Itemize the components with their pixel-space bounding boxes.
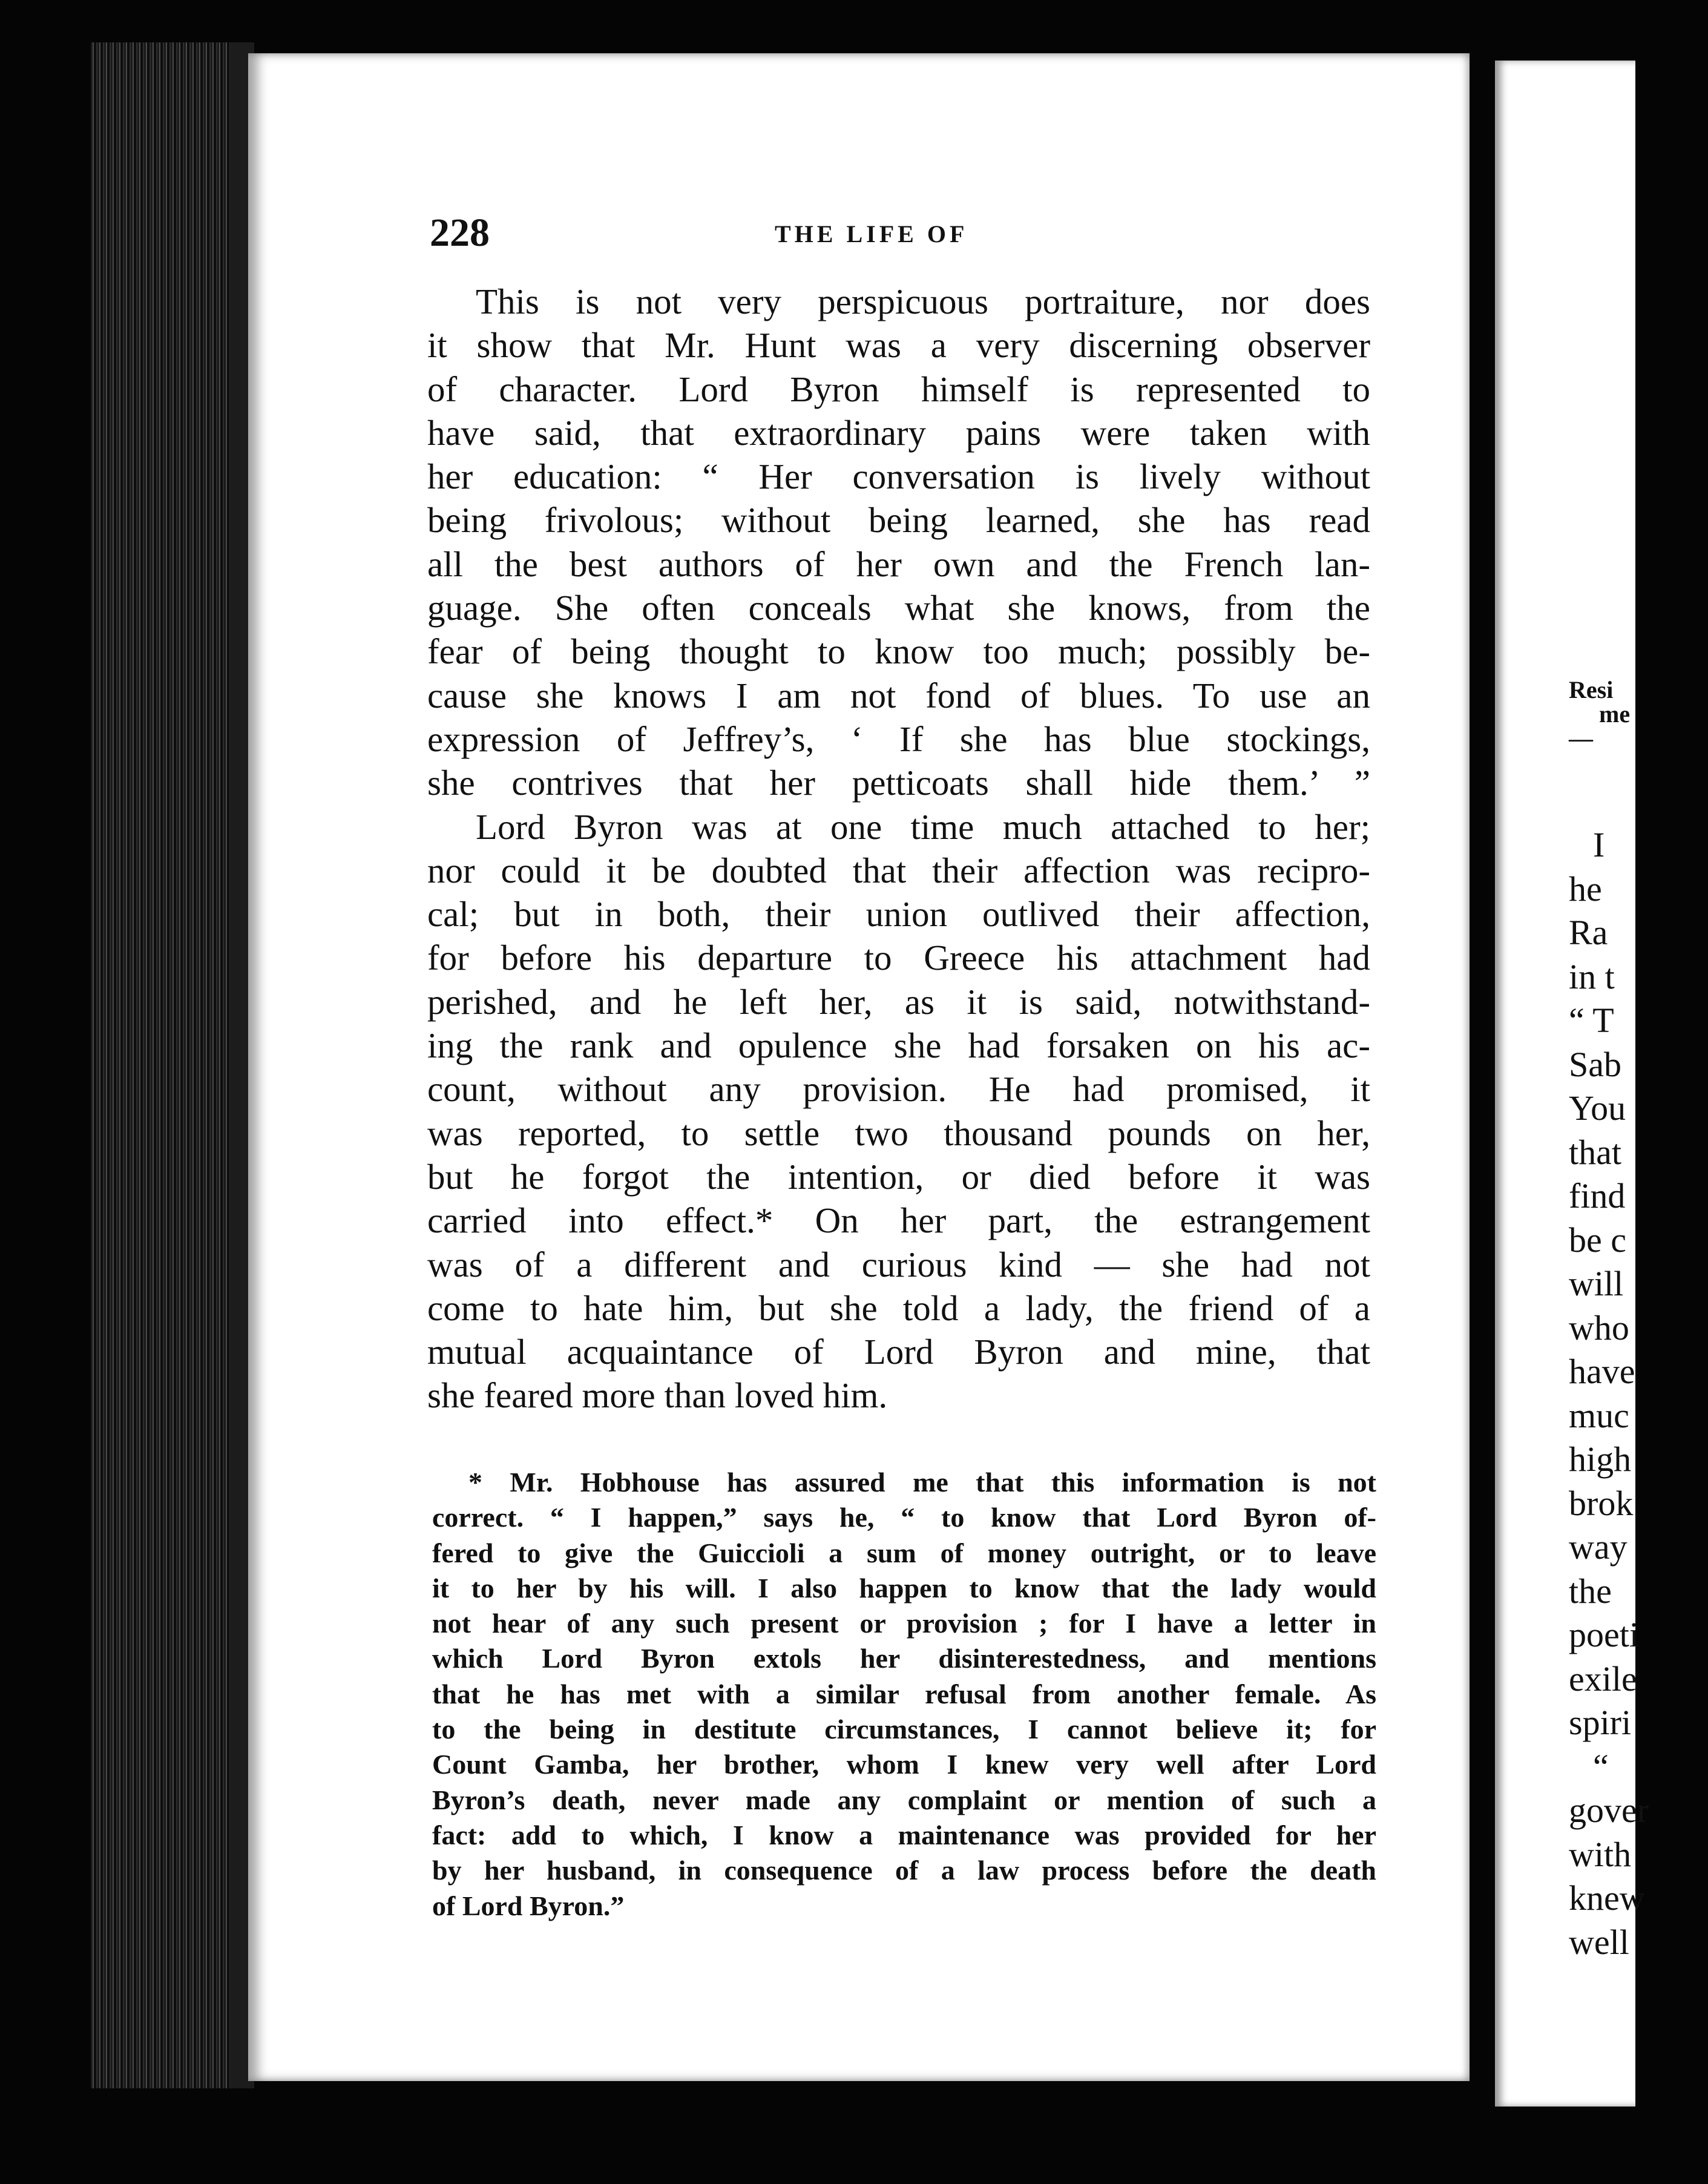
- facing-line-fragment: high: [1569, 1439, 1632, 1479]
- footnote-line: * Mr. Hobhouse has assured me that this information is not: [468, 1467, 1376, 1498]
- facing-line-fragment: poeti: [1569, 1615, 1639, 1654]
- body-line: her education: “ Her conversation is lively without: [427, 456, 1370, 497]
- facing-lines: [1569, 823, 1708, 1964]
- facing-line-fragment: “: [1593, 1746, 1609, 1786]
- body-line: of character. Lord Byron himself is represented to: [427, 369, 1370, 409]
- footnote-line: that he has met with a similar refusal from another female. As: [432, 1678, 1376, 1709]
- page-number: 228: [430, 211, 490, 255]
- body-line: for before his departure to Greece his attachment had: [427, 938, 1370, 978]
- body-line: nor could it be doubted that their affection was recipro-: [427, 850, 1370, 890]
- facing-heading-fragment: —: [1569, 725, 1593, 752]
- body-line: ing the rank and opulence she had forsaken on his ac-: [427, 1025, 1370, 1066]
- body-line: she feared more than loved him.: [427, 1375, 888, 1416]
- facing-line-fragment: with: [1569, 1834, 1632, 1874]
- body-line: have said, that extraordinary pains were taken with: [427, 412, 1370, 453]
- footnote-line: Byron’s death, never made any complaint or mention of such a: [432, 1784, 1376, 1815]
- footnote-line: which Lord Byron extols her disinterestedness, and mentions: [432, 1643, 1376, 1674]
- footnote-line: to the being in destitute circumstances, I cannot believe it; for: [432, 1714, 1376, 1745]
- facing-line-fragment: will: [1569, 1264, 1624, 1303]
- body-line: she contrives that her petticoats shall hide them.’ ”: [427, 763, 1370, 803]
- body-line: being frivolous; without being learned, she has read: [427, 500, 1370, 541]
- facing-page-text: [1569, 676, 1708, 1964]
- body-line: carried into effect.* On her part, the estrangement: [427, 1200, 1370, 1241]
- facing-line-fragment: find: [1569, 1176, 1626, 1215]
- facing-line-fragment: You: [1569, 1088, 1626, 1128]
- facing-line-fragment: muc: [1569, 1395, 1629, 1435]
- facing-line-fragment: Ra: [1569, 913, 1608, 952]
- body-line: Lord Byron was at one time much attached to her;: [476, 806, 1370, 847]
- facing-line-fragment: that: [1569, 1132, 1621, 1172]
- footnote: [432, 1465, 1376, 1924]
- facing-line-fragment: brok: [1569, 1483, 1634, 1523]
- facing-line-fragment: exile: [1569, 1659, 1637, 1699]
- facing-line-fragment: the: [1569, 1571, 1612, 1611]
- facing-line-fragment: have: [1569, 1352, 1635, 1391]
- footnote-line: correct. “ I happen,” says he, “ to know that Lord Byron of-: [432, 1502, 1376, 1533]
- body-line: was reported, to settle two thousand pounds on her,: [427, 1113, 1370, 1153]
- body-line: This is not very perspicuous portraiture, nor does: [476, 281, 1370, 321]
- body-line: but he forgot the intention, or died before it was: [427, 1156, 1370, 1197]
- body-line: count, without any provision. He had promised, it: [427, 1069, 1370, 1110]
- body-line: come to hate him, but she told a lady, the friend of a: [427, 1288, 1370, 1328]
- facing-line-fragment: be c: [1569, 1220, 1626, 1260]
- body-text: [427, 280, 1370, 1418]
- running-head: [430, 209, 1374, 257]
- body-line: was of a different and curious kind — she had not: [427, 1244, 1370, 1284]
- footnote-line: it to her by his will. I also happen to know that the lady would: [432, 1572, 1376, 1603]
- facing-page: [1495, 61, 1649, 2107]
- running-head-title: THE LIFE OF: [775, 220, 968, 248]
- facing-line-fragment: Sab: [1569, 1044, 1621, 1084]
- facing-line-fragment: spiri: [1569, 1703, 1632, 1742]
- page-edges: [91, 42, 254, 2088]
- body-line: mutual acquaintance of Lord Byron and mine, that: [427, 1332, 1370, 1372]
- body-line: guage. She often conceals what she knows, from the: [427, 588, 1370, 628]
- facing-line-fragment: well: [1569, 1922, 1629, 1962]
- footnote-line: not hear of any such present or provision ; for I have a letter in: [432, 1608, 1376, 1639]
- facing-heading-fragment: me: [1599, 700, 1631, 728]
- facing-line-fragment: I: [1593, 825, 1605, 864]
- facing-heading-fragment: Resi: [1569, 676, 1614, 703]
- footnote-line: fered to give the Guiccioli a sum of money outright, or to leave: [432, 1537, 1376, 1568]
- footnote-line: Count Gamba, her brother, whom I knew very well after Lord: [432, 1749, 1376, 1780]
- facing-line-fragment: who: [1569, 1307, 1629, 1347]
- facing-line-fragment: “ T: [1569, 1001, 1614, 1040]
- facing-line-fragment: way: [1569, 1527, 1628, 1567]
- body-line: all the best authors of her own and the French lan-: [427, 544, 1370, 584]
- body-line: fear of being thought to know too much; possibly be-: [427, 631, 1370, 672]
- facing-line-fragment: gover: [1569, 1791, 1649, 1830]
- facing-line-fragment: he: [1569, 869, 1602, 909]
- footnote-line: fact: add to which, I know a maintenance was provided for her: [432, 1819, 1376, 1850]
- footnote-line: by her husband, in consequence of a law process before the death: [432, 1855, 1376, 1886]
- facing-line-fragment: in t: [1569, 956, 1615, 996]
- body-line: cal; but in both, their union outlived their affection,: [427, 894, 1370, 935]
- body-line: perished, and he left her, as it is said, notwithstand-: [427, 981, 1370, 1022]
- body-line: cause she knows I am not fond of blues. To use an: [427, 675, 1370, 715]
- footnote-line: of Lord Byron.”: [432, 1890, 625, 1921]
- body-line: it show that Mr. Hunt was a very discerning observer: [427, 325, 1370, 366]
- body-line: expression of Jeffrey’s, ‘ If she has blue stockings,: [427, 719, 1370, 759]
- facing-line-fragment: knew: [1569, 1878, 1645, 1918]
